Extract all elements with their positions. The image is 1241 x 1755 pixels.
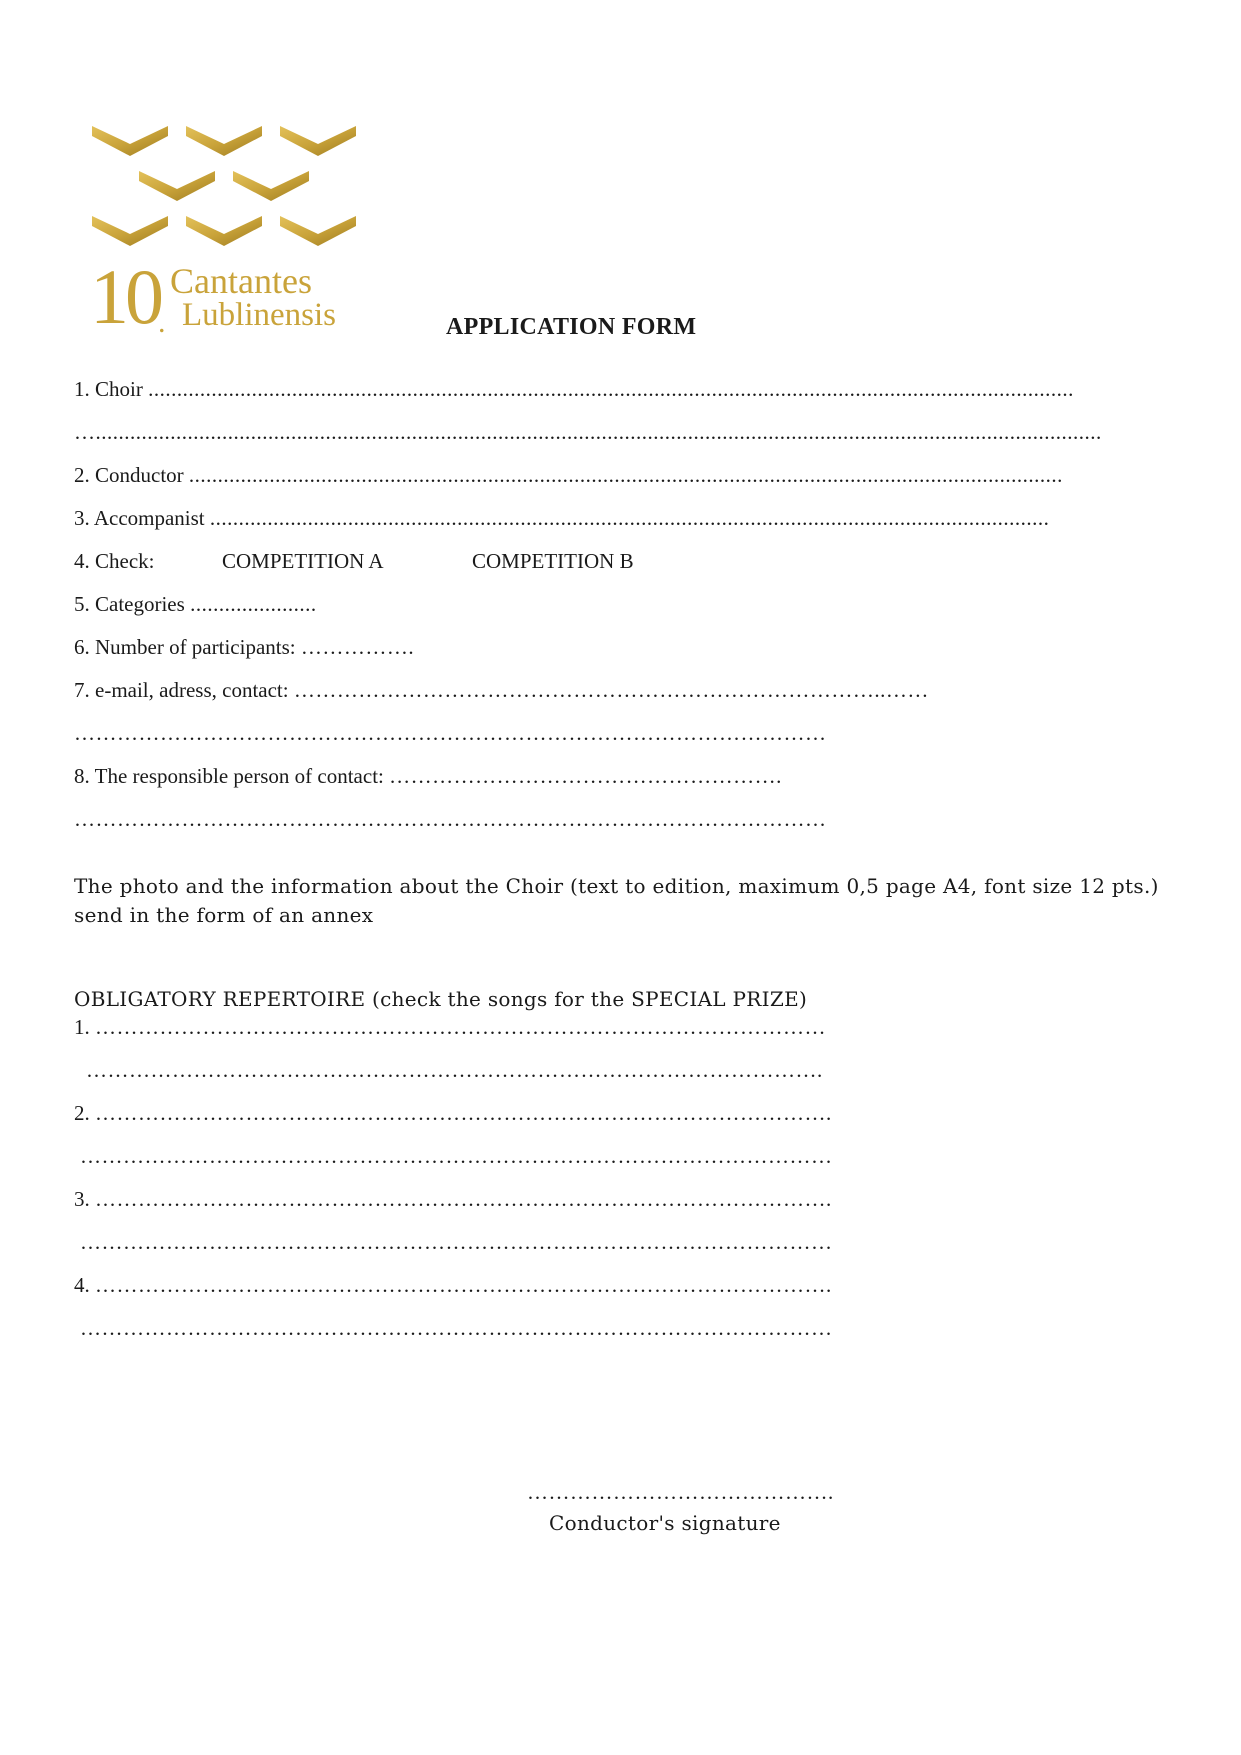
repertoire-item-3-line2[interactable] xyxy=(80,1229,833,1255)
chevrons-logo-icon xyxy=(88,118,368,248)
repertoire-item-4-line2[interactable] xyxy=(80,1315,833,1341)
competition-b-option[interactable]: COMPETITION B xyxy=(472,549,634,573)
logo-edition-number: 10 xyxy=(90,253,160,340)
repertoire-item-1[interactable] xyxy=(74,1014,826,1040)
responsible-dots: ………………………………………………. xyxy=(389,764,782,788)
accompanist-label: 3. Accompanist xyxy=(74,506,205,530)
contact-dots: ………………………………………………………………………..…… xyxy=(293,678,929,702)
logo-line1: Cantantes xyxy=(170,261,312,301)
accompanist-field[interactable] xyxy=(74,505,1049,531)
categories-field[interactable] xyxy=(74,591,317,617)
choir-field-line2[interactable] xyxy=(74,419,1102,445)
choir-dots-2: …............................................................................................................................................................................... xyxy=(74,420,1102,444)
logo-dot: . xyxy=(158,306,166,339)
repertoire-dots: …………………………………………………………………………………………… xyxy=(80,1316,833,1340)
contact-label: 7. e-mail, adress, contact: xyxy=(74,678,289,702)
responsible-field[interactable] xyxy=(74,763,782,789)
signature-dots: ……………………………………. xyxy=(527,1480,834,1504)
annex-note: The photo and the information about the Choir (text to edition, maximum 0,5 page A4, font size 12 pts.) send in the form of an annex xyxy=(74,874,1159,927)
choir-field[interactable] xyxy=(74,376,1074,402)
conductor-dots: ........................................................................................................................................................ xyxy=(188,463,1063,487)
choir-label: 1. Choir xyxy=(74,377,143,401)
contact-dots-2: …………………………………………………………………………………………… xyxy=(74,721,827,745)
repertoire-dots: …………………………………………………………………………………………. xyxy=(95,1101,832,1125)
repertoire-item-number: 2. xyxy=(74,1101,90,1125)
conductor-field[interactable] xyxy=(74,462,1063,488)
conductor-label: 2. Conductor xyxy=(74,463,184,487)
responsible-field-line2[interactable] xyxy=(74,806,827,832)
repertoire-item-2[interactable] xyxy=(74,1100,832,1126)
repertoire-item-3[interactable] xyxy=(74,1186,832,1212)
participants-label: 6. Number of participants: xyxy=(74,635,296,659)
form-title: APPLICATION FORM xyxy=(446,314,697,340)
contact-field-line2[interactable] xyxy=(74,720,827,746)
repertoire-dots: …………………………………………………………………………………………. xyxy=(95,1273,832,1297)
choir-dots: ................................................................................................................................................................. xyxy=(148,377,1074,401)
logo-line2: Lublinensis xyxy=(182,297,336,333)
accompanist-dots: .................................................................................................................................................. xyxy=(209,506,1050,530)
responsible-label: 8. The responsible person of contact: xyxy=(74,764,384,788)
categories-dots: ...................... xyxy=(190,592,317,616)
repertoire-dots: …………………………………………………………………………………………… xyxy=(80,1230,833,1254)
contact-field[interactable] xyxy=(74,677,929,703)
check-label: 4. Check: xyxy=(74,549,155,573)
festival-logo xyxy=(88,118,368,338)
competition-a-option[interactable]: COMPETITION A xyxy=(222,549,384,573)
repertoire-heading: OBLIGATORY REPERTOIRE (check the songs for the SPECIAL PRIZE) xyxy=(74,987,808,1011)
participants-field[interactable] xyxy=(74,634,414,660)
repertoire-dots: ………………………………………………………………………………………… xyxy=(95,1015,826,1039)
repertoire-dots: …………………………………………………………………………………………… xyxy=(80,1144,833,1168)
repertoire-item-1-line2[interactable] xyxy=(86,1057,823,1083)
repertoire-item-4[interactable] xyxy=(74,1272,832,1298)
categories-label: 5. Categories xyxy=(74,592,185,616)
signature-line[interactable] xyxy=(527,1480,834,1505)
repertoire-dots: …………………………………………………………………………………………. xyxy=(86,1058,823,1082)
repertoire-item-2-line2[interactable] xyxy=(80,1143,833,1169)
responsible-dots-2: …………………………………………………………………………………………… xyxy=(74,807,827,831)
signature-label: Conductor's signature xyxy=(549,1511,781,1535)
repertoire-item-number: 3. xyxy=(74,1187,90,1211)
repertoire-dots: …………………………………………………………………………………………. xyxy=(95,1187,832,1211)
repertoire-item-number: 4. xyxy=(74,1273,90,1297)
participants-dots: ……………. xyxy=(300,635,415,659)
repertoire-item-number: 1. xyxy=(74,1015,90,1039)
